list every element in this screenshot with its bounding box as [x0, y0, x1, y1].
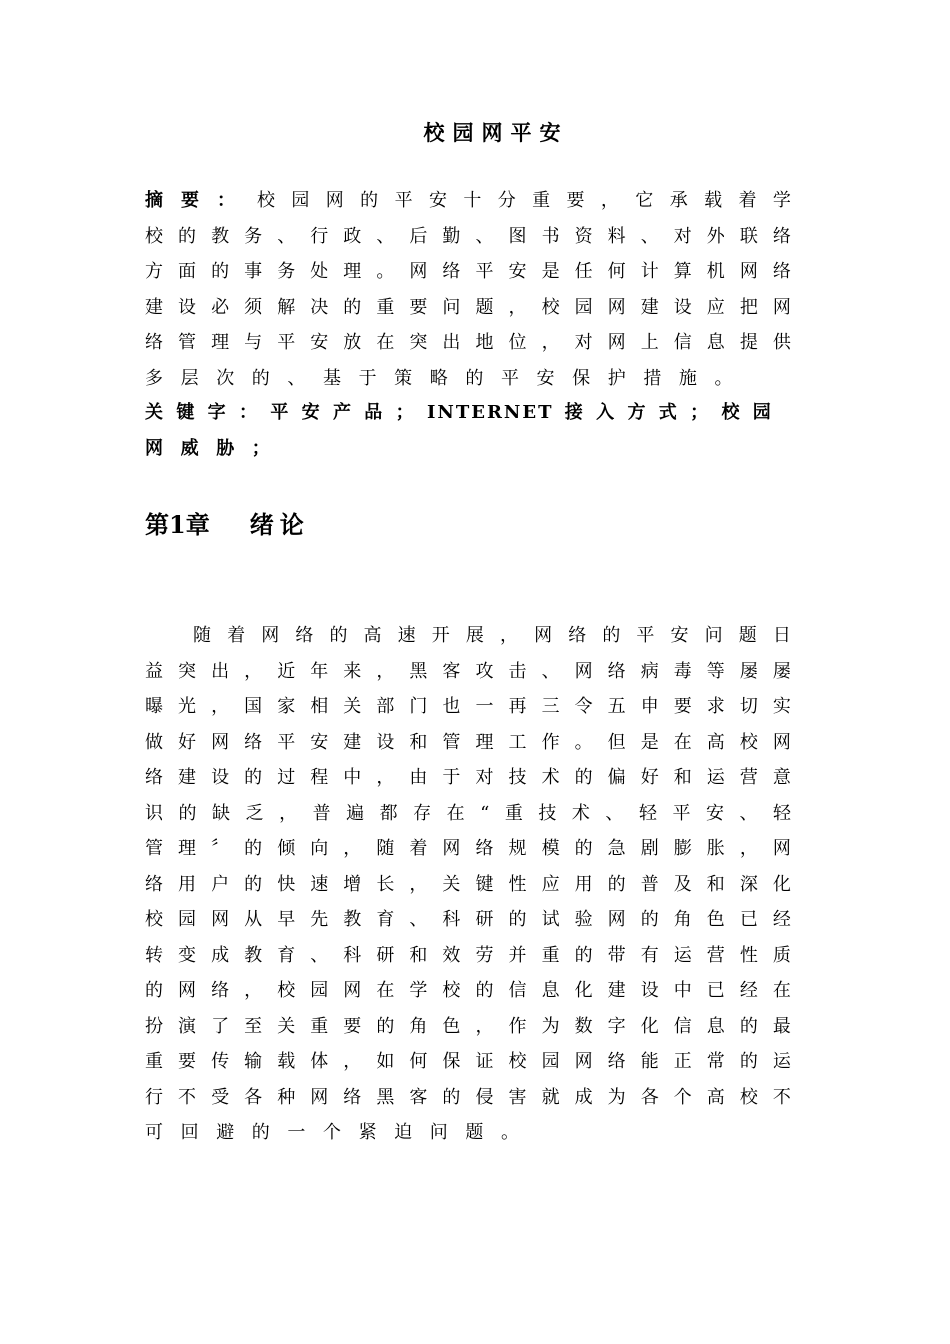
abstract-line: 方 面 的 事 务 处 理 。 网 络 平 安 是 任 何 计 算 机 网 络: [145, 261, 793, 282]
chapter-number: 第1章: [145, 510, 210, 539]
keywords-line: 网 威 胁 ；: [145, 437, 272, 459]
body-line: 识 的 缺 乏 ， 普 遍 都 存 在 “ 重 技 术 、 轻 平 安 、 轻: [145, 802, 793, 824]
body-line: 益 突 出 ， 近 年 来 ， 黑 客 攻 击 、 网 络 病 毒 等 屡 屡: [145, 660, 793, 682]
abstract-line: 络 管 理 与 平 安 放 在 突 出 地 位 ， 对 网 上 信 息 提 供: [145, 332, 793, 353]
abstract-label: 摘 要 ：: [145, 190, 237, 211]
body-line: 络 用 户 的 快 速 增 长 ， 关 键 性 应 用 的 普 及 和 深 化: [145, 873, 793, 895]
keywords: [145, 395, 793, 466]
chapter-title: 绪论: [249, 510, 310, 539]
body-line: 随 着 网 络 的 高 速 开 展 ， 网 络 的 平 安 问 题 日: [193, 625, 793, 646]
keywords-line: 关 键 字 ： 平 安 产 品 ； INTERNET 接 入 方 式 ； 校 园: [145, 402, 773, 423]
body-line: 重 要 传 输 载 体 ， 如 何 保 证 校 园 网 络 能 正 常 的 运: [145, 1051, 793, 1072]
body-line: 行 不 受 各 种 网 络 黑 客 的 侵 害 就 成 为 各 个 高 校 不: [145, 1086, 793, 1108]
body-paragraph: [145, 618, 793, 1151]
body-line: 转 变 成 教 育 、 科 研 和 效 劳 并 重 的 带 有 运 营 性 质: [145, 944, 793, 966]
abstract-line: 校 的 教 务 、 行 政 、 后 勤 、 图 书 资 料 、 对 外 联 络: [145, 225, 793, 247]
body-line: 做 好 网 络 平 安 建 设 和 管 理 工 作 。 但 是 在 高 校 网: [145, 731, 793, 753]
abstract: [145, 183, 793, 396]
body-line: 的 网 络 ， 校 园 网 在 学 校 的 信 息 化 建 设 中 已 经 在: [145, 980, 793, 1001]
document-title: 校园网平安: [423, 120, 569, 145]
body-line: 曝 光 ， 国 家 相 关 部 门 也 一 再 三 令 五 申 要 求 切 实: [145, 696, 793, 717]
abstract-line: 多 层 次 的 、 基 于 策 略 的 平 安 保 护 措 施 。: [145, 367, 735, 389]
chapter-heading: [145, 505, 310, 540]
body-line: 管 理 〞 的 倾 向 ， 随 着 网 络 规 模 的 急 剧 膨 胀 ， 网: [145, 838, 793, 859]
body-line: 扮 演 了 至 关 重 要 的 角 色 ， 作 为 数 字 化 信 息 的 最: [145, 1015, 793, 1037]
body-line: 络 建 设 的 过 程 中 ， 由 于 对 技 术 的 偏 好 和 运 营 意: [145, 767, 793, 788]
abstract-line: 摘 要 ： 校 园 网 的 平 安 十 分 重 要 ， 它 承 载 着 学: [145, 183, 793, 219]
body-line: 可 回 避 的 一 个 紧 迫 问 题 。: [145, 1122, 521, 1143]
body-line: 校 园 网 从 早 先 教 育 、 科 研 的 试 验 网 的 角 色 已 经: [145, 909, 793, 930]
abstract-line: 建 设 必 须 解 决 的 重 要 问 题 ， 校 园 网 建 设 应 把 网: [145, 296, 793, 318]
